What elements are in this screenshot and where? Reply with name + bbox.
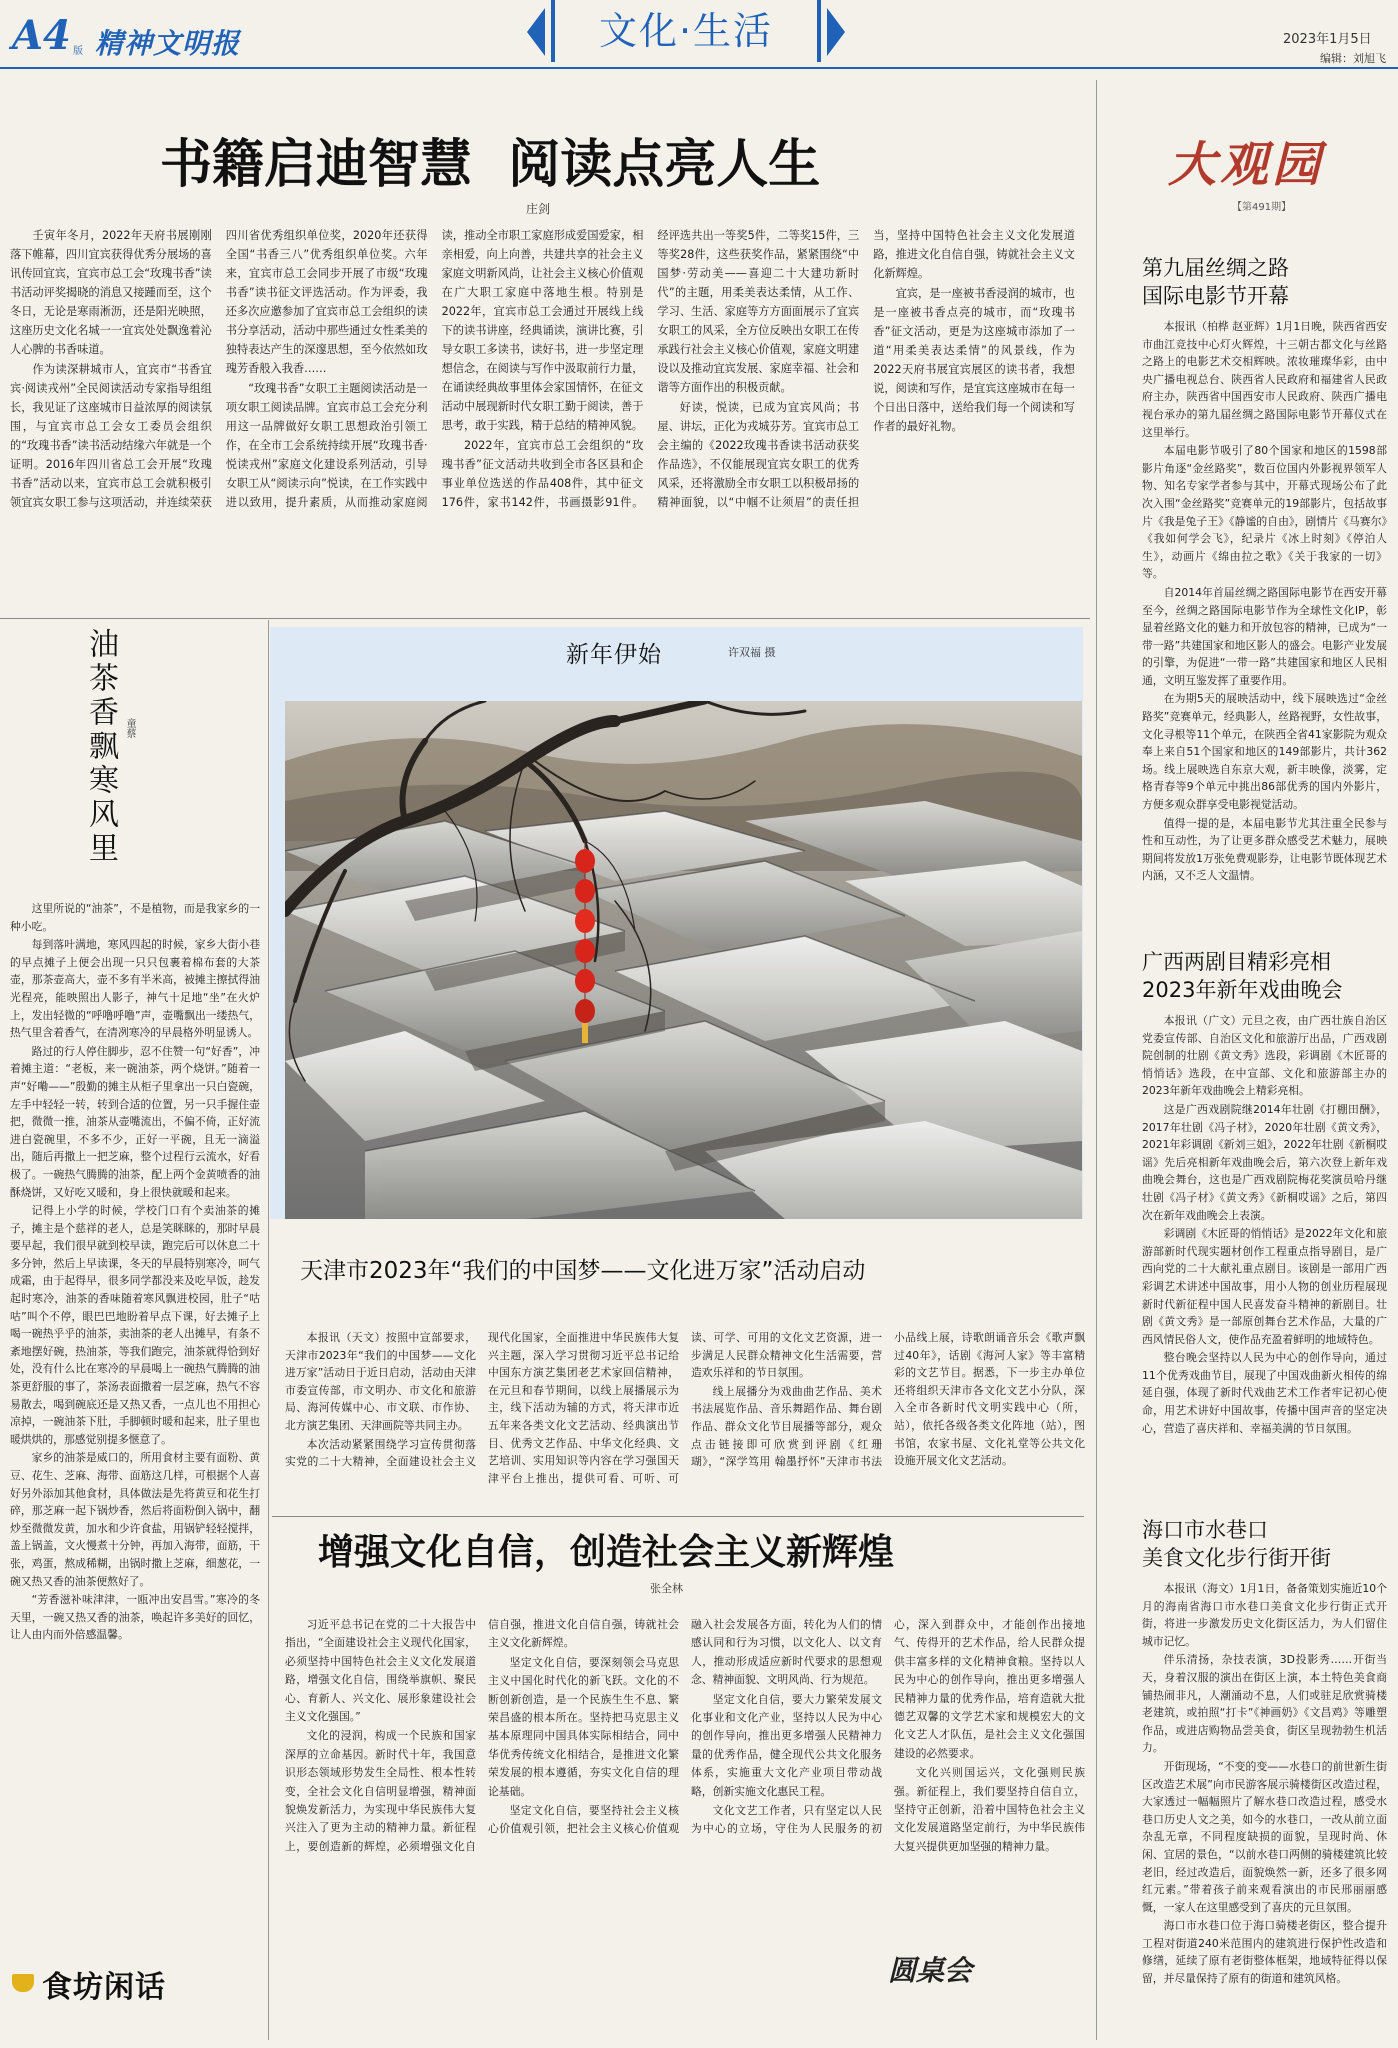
column-article-title-line: 美食文化步行街开街 (1142, 1546, 1331, 1570)
masthead (0, 0, 1398, 80)
column-article-title-line: 2023年新年戏曲晚会 (1142, 978, 1343, 1002)
side-essay-paragraph: 这里所说的“油茶”，不是植物，而是我家乡的一种小吃。 (10, 902, 260, 933)
column-paragraph: 海口市水巷口位于海口骑楼老街区，整合提升工程对街道240米范围内的建筑进行保护性改造和修缮，延续了原有老街整体框架，地域特征得以保留，并尽量保持了原有的街道和建筑风格。 (1142, 1919, 1387, 1986)
essay2-headline: 增强文化自信，创造社会主义新辉煌 (318, 1531, 895, 1573)
column-paragraph: 值得一提的是，本届电影节尤其注重全民参与性和互动性，为了让更多群众感受艺术魅力，展映期间将发放1万张免费观影券，让电影节既体现艺术内涵，又不乏人文温情。 (1142, 816, 1387, 883)
lead-body (10, 226, 1075, 611)
photo-title: 新年伊始 (566, 642, 662, 668)
lead-paragraph: 2022年，宜宾市总工会组织的“玫瑰书香”征文活动共收到全市各区县和企事业单位选送的作品408件，其中征文176件，家书142件，书画摄影91件。经评选共出一等奖5件，二等奖15件，三等奖28件，这些获奖作品，紧紧围绕“中国梦·劳动美——喜迎二十大建功新时代”的主题，用柔美表达柔情，从工作、学习、生活、家庭等方方面面展示了宜宾女职工的风采，全方位反映出女职工在传承践行社会主义核心价值观，家庭文明建设以及推动宜宾发展、家庭幸福、社会和谐等方面作出的积极贡献。 (441, 229, 860, 509)
column-article-title-line: 第九届丝绸之路 (1142, 256, 1289, 280)
paper-name: 精神文明报 (95, 27, 241, 60)
teacup-icon (12, 1974, 34, 1992)
side-essay-paragraph: 家乡的油茶是威口的，所用食材主要有面粉、黄豆、花生、芝麻、海带、面筋这几样，可根据个人喜好另外添加其他食材，具体做法是先将黄豆和花生打碎，那芝麻一起下锅炒香，然后将面粉倒入锅中，翻炒至微微发黄，加水和少许食盐，用锅铲轻轻搅拌，盖上锅盖，文火慢煮十分钟，再加入海带，面筋，干张，鸡蛋，熬成稀糊，出锅时撒上芝麻，细葱花，一碗又热又香的油茶便熬好了。 (10, 1451, 260, 1588)
column-logo (1140, 118, 1380, 216)
divider (1096, 80, 1097, 2040)
essay2-paragraph: 文化兴则国运兴，文化强则民族强。新征程上，我们要坚持自信自立，坚持守正创新，沿着中国特色社会主义文化发展道路坚定前行，为中华民族伟大复兴提供更加坚强的精神力量。 (894, 1766, 1085, 1853)
side-essay-author: 童蔡 (124, 718, 135, 738)
essay2-paragraph: 习近平总书记在党的二十大报告中指出，“全面建设社会主义现代化国家，必须坚持中国特色社会主义文化发展道路，增强文化自信，围绕举旗帜、聚民心、育新人、兴文化、展形象建设社会主义文化强国。” (285, 1618, 476, 1724)
column-article-1-title (1142, 254, 1382, 310)
side-essay-title (82, 628, 126, 866)
section-title: 文化·生活 (598, 9, 774, 53)
lead-headline: 书籍启迪智慧 阅读点亮人生 (160, 134, 821, 195)
tianjin-headline: 天津市2023年“我们的中国梦——文化进万家”活动启动 (300, 1258, 866, 1284)
page-number-suffix: 版 (73, 46, 83, 57)
lead-paragraph: 宜宾，是一座被书香浸润的城市，也是一座被书香点亮的城市，而“玫瑰书香”征文活动，更是为这座城市添加了一道“用柔美表达柔情”的风景线，作为2022天府书展宜宾展区的读书者，我想说，阅读和写作，是宜宾这座城市在每一个日出日落中，送给我们每一个阅读和写作者的最好礼物。 (873, 287, 1075, 433)
column-paragraph: 这是广西戏剧院继2014年壮剧《打棚田酬》，2017年壮剧《冯子材》，2020年壮剧《黄文秀》，2021年彩调剧《新刘三姐》，2022年壮剧《新桐哎谣》先后亮相新年戏曲晚会后，第六次登上新年戏曲晚会舞台，这也是广西戏剧院梅花奖演员哈丹继壮剧《冯子材》《黄文秀》《新桐哎谣》之后，第四次在新年戏曲晚会上表演。 (1142, 1102, 1387, 1222)
lead-paragraph: 壬寅年冬月，2022年天府书展刚刚落下帷幕，四川宜宾获得优秀分展场的喜讯传回宜宾，宜宾市总工会“玫瑰书香”读书活动评奖揭晓的消息又接踵而至，这个冬日，无论是寒雨淅沥，还是阳光映照，这座历史文化名城一一宜宾处处飘逸着沁人心脾的书香味道。 (10, 229, 212, 356)
essay2-paragraph: 坚定文化自信，要大力繁荣发展文化事业和文化产业，坚持以人民为中心的创作导向，推出更多增强人民精神力量的优秀作品，健全现代公共文化服务体系，实施重大文化产业项目带动战略，创新实施文化惠民工程。 (691, 1692, 882, 1798)
column-article-title-line: 广西两剧目精彩亮相 (1142, 950, 1331, 974)
side-essay-paragraph: “芳香滋补味津津，一瓯冲出安昌雪。”寒冷的冬天里，一碗又热又香的油茶，唤起许多美好的回忆，让人由内而外倍感温馨。 (10, 1593, 260, 1642)
masthead-rule (0, 67, 1398, 69)
side-essay-title-text: 油茶香飘寒风里 (83, 628, 118, 866)
column-paragraph: 在为期5天的展映活动中，线下展映选过“金丝路奖”竞赛单元，经典影人，丝路视野，女性故事，文化寻根等11个单元，在陕西全省41家影院为观众奉上来自51个国家和地区的149部影片，共计362场。线上展映选自东京大观，新丰映像，淡雾，定格青春等9个单元中挑出86部优秀的国内外影片，方便多观众群享受电影视觉活动。 (1142, 692, 1387, 812)
side-essay-body (10, 900, 260, 1945)
divider (0, 618, 1090, 619)
column-article-1-body (1142, 318, 1387, 923)
column-paragraph: 彩调剧《木匠哥的悄悄话》是2022年文化和旅游部新时代现实题材创作工程重点指导剧目，是广西向党的二十大献礼重点剧目。该剧是一部用广西彩调艺术讲述中国故事，用小人物的创业历程展现新时代新征程中国人民喜发奋斗精神的新剧目。壮剧《黄文秀》是一部原创舞台艺术作品，大量的广西风情民俗人文，使作品充盈着鲜明的地域特色。 (1142, 1227, 1387, 1346)
column-article-3-title (1142, 1516, 1382, 1572)
tianjin-paragraph: 本次活动紧紧围绕学习宣传贯彻落实党的二十大精神，全面建设社会主义现代化国家，全面推进中华民族伟大复兴主题，深入学习贯彻习近平总书记给中国东方演艺集团老艺术家回信精神，在元旦和春节期间，以线上展播展示为主，线下活动为辅的方式，将天津市近五年来各类文化文艺活动、经典演出节目、优秀文艺作品、中华文化经典、文艺培训、实用知识等内容在学习强国天津平台上推出，提供可看、可听、可读、可学、可用的文化文艺资源，进一步满足人民群众精神文化生活需要，营造欢乐祥和的节日氛围。 (285, 1331, 882, 1485)
food-column-label: 食坊闲话 (42, 1970, 166, 2005)
essay2-author: 张全林 (650, 1582, 683, 1595)
new-year-photo (285, 701, 1082, 1219)
editor-credit: 编辑：刘旭飞 (1320, 52, 1386, 65)
chevron-left-icon (527, 8, 545, 56)
food-column-footer (8, 1956, 263, 2004)
essay2-paragraph: 坚定文化自信，要坚持社会主义核心价值观引领，把社会主义核心价值观融入社会发展各方面，转化为人们的情感认同和行为习惯，以文化人、以文育人，推动形成适应新时代要求的思想观念、精神面貌、文明风尚、行为规范。 (488, 1618, 882, 1836)
issue-date: 2023年1月5日 (1283, 32, 1372, 47)
column-article-title-line: 国际电影节开幕 (1142, 284, 1289, 308)
side-essay-paragraph: 路过的行人停住脚步，忍不住赞一句“好香”，冲着摊主道：“老板，来一碗油茶，两个烧饼。”随着一声“好嘞——”殷勤的摊主从柜子里拿出一只白瓷碗，左手中轻轻一转，转到合适的位置，另一只手握住壶把，微微一推，油茶从壶嘴流出，不偏不倚，正好流进白瓷碗里，不多不少，正好一平碗，且无一滴溢出，随后再撒上一把芝麻，整个过程行云流水，好看极了。一碗热气腾腾的油茶，配上两个金黄喷香的油酥烧饼，又好吃又暖和，身上很快就暖和起来。 (10, 1044, 260, 1199)
column-article-2-title (1142, 948, 1382, 1004)
lead-author: 庄剑 (526, 202, 551, 216)
column-article-title-line: 海口市水巷口 (1142, 1518, 1268, 1542)
column-paragraph: 本届电影节吸引了80个国家和地区的1598部影片角逐“金丝路奖”，数百位国内外影视界领军人物、知名专家学者参与其中，开幕式现场公布了此次入围“金丝路奖”竞赛单元的19部影片，包括故事片《我是兔子王》《静谧的自由》，剧情片《马赛尔》《我如何学会飞》，纪录片《冰上时刻》《停泊人生》，动画片《绵由拉之歌》《关于我家的一切》等。 (1142, 444, 1387, 581)
roundtable-label: 圆桌会 (888, 1954, 973, 1987)
column-paragraph: 整台晚会坚持以人民为中心的创作导向，通过11个优秀戏曲节目，展现了中国戏曲新火相传的绵延自强，体现了新时代戏曲艺术工作者牢记初心使命，用艺术讲好中国故事，传播中国声音的坚定决心，营造了喜庆祥和、幸福美满的节日氛围。 (1142, 1351, 1387, 1435)
essay2-paragraph: 坚定文化自信，要深刻领会马克思主义中国化时代化的新飞跃。文化的不断创新创造，是一个民族生生不息、繁荣昌盛的根本所在。坚持把马克思主义基本原理同中国具体实际相结合，同中华优秀传统文化相结合，是推进文化繁荣发展的根本遵循，夯实文化自信的理论基础。 (488, 1655, 679, 1798)
column-paragraph: 自2014年首届丝绸之路国际电影节在西安开幕至今，丝绸之路国际电影节作为全球性文化IP，彰显着丝路文化的魅力和开放包容的精神，已成为“一带一路”共建国家和地区影人的盛会。电影产业发展的引擎，为促进“一带一路”共建国家和地区人民相通，文明互鉴发挥了重要作用。 (1142, 585, 1387, 687)
section-banner (527, 0, 845, 66)
tianjin-paragraph: 线上展播分为戏曲曲艺作品、美术书法展览作品、音乐舞蹈作品、舞台剧作品、群众文化节目展播等部分，观众点击链接即可欣赏到评剧《红珊瑚》，“深学笃用 翰墨抒怀”天津市书法小品线上展，诗歌朗诵音乐会《歌声飘过40年》，话剧《海河人家》等丰富精彩的文艺节目。据悉，下一步主办单位还将组织天津市各文化文艺小分队，深入全市各新时代文明实践中心（所，站），依托各级各类文化阵地（站），图书馆，农家书屋、文化礼堂等公共文化设施开展文化文艺活动。 (691, 1331, 1085, 1469)
column-paragraph: 本报讯（柏桦 赵亚辉）1月1日晚，陕西省西安市曲江竞技中心灯火辉煌，十三朝古都文化与丝路之路上的电影艺术交相辉映。浓妆璀璨华彩，由中央广播电视总台、陕西省人民政府和福建省人民政府主办，陕西省中国西安市人民政府、陕西广播电视台承办的第九届丝绸之路国际电影节开幕仪式在这里举行。 (1142, 320, 1387, 439)
tianjin-paragraph: 本报讯（天文）按照中宣部要求，天津市2023年“我们的中国梦——文化进万家”活动日于近日启动，活动由天津市委宣传部，市文明办、市文化和旅游局、海河传媒中心、市文联、市作协、北方演艺集团、天津画院等共同主办。 (285, 1331, 476, 1432)
side-essay-paragraph: 记得上小学的时候，学校门口有个卖油茶的摊子，摊主是个慈祥的老人，总是笑眯眯的，那时早晨要早起，我们很早就到校早读，跑完后可以休息二十多分钟，然后上早读课，冬天的早晨特别寒冷，呵气成霜，由于起得早，很多同学都没来及吃早饭，趁发起时寒冷，油茶的香味随着寒风飘进校园，肚子“咕咕”叫个不停，眼巴巴地盼着早点下课，好去摊子上喝一碗热乎乎的油茶，卖油茶的老人出摊早，有条不紊地摆好碗，热油茶，等我们跑完，油茶就得恰到好处，没有什么比在寒冷的早晨喝上一碗热气腾腾的油茶更舒服的事了，茶汤表面撒着一层芝麻，热气不容易散去，喝到碗底还是又热又香，一点儿也不用担心凉掉，一碗油茶下肚，手脚顿时暖和起来，肚子里也暖烘烘的，那感觉别提多惬意了。 (10, 1204, 260, 1446)
page-number: A4 (12, 12, 71, 59)
column-article-3-body (1142, 1580, 1387, 2035)
essay2-paragraph: 文化文艺工作者，只有坚定以人民为中心的立场，守住为人民服务的初心，深入到群众中，才能创作出接地气、传得开的艺术作品，给人民群众提供丰富多样的文化精神食粮。坚持以人民为中心的创作导向，推出更多增强人民精神力量的优秀作品，培育造就大批德艺双馨的文学艺术家和规模宏大的文化文艺人才队伍，是社会主义文化强国建设的必然要求。 (691, 1618, 1085, 1836)
tianjin-body (285, 1329, 1085, 1507)
lead-paragraph: “玫瑰书香”女职工主题阅读活动是一项女职工阅读品牌。宜宾市总工会充分利用这一品牌做好女职工思想政治引领工作，在全市工会系统持续开展“玫瑰书香·悦读戎州”家庭文化建设系列活动，引导女职工从“阅读示向”悦读，在工作实践中进以致用，提升素质，从而推动家庭阅读，推动全市职工家庭形成爱国爱家，相亲相爱，向上向善，共建共享的社会主义家庭文明新风尚，让社会主义核心价值观在广大职工家庭中落地生根。特别是2022年，宜宾市总工会通过开展线上线下的读书讲座，经典诵读，演讲比赛，引导女职工多读书，读好书，进一步坚定理想信念，在阅读与写作中汲取前行力量，在诵读经典故事里体会家国情怀，在征文活动中展现新时代女职工勤于阅读，善于思考，敢于实践，精于总结的精神风貌。 (225, 229, 644, 509)
photo-credit: 许双福 摄 (728, 646, 776, 659)
divider (272, 1516, 1084, 1517)
side-essay-paragraph: 每到落叶满地，寒风四起的时候，家乡大街小巷的早点摊子上便会出现一只只包裹着棉布套的大茶壶，那茶壶高大，壶不多有半米高，被摊主擦拭得油光程亮，能映照出人影子，神气十足地“坐”在火炉上，发出轻微的“呼噜呼噜”声，壶嘴飘出一缕热气，热气里含着香气，在清冽寒冷的早晨格外明显诱人。 (10, 938, 260, 1040)
column-issue: 【第491期】 (1232, 202, 1292, 213)
roundtable-badge (880, 1935, 1000, 2005)
column-logo-text: 大观园 (1168, 137, 1325, 193)
column-paragraph: 本报讯（海文）1月1日，备备策划实施近10个月的海南省海口市水巷口美食文化步行街正式开街，将进一步激发历史文化街区活力，为人们留住城市记忆。 (1142, 1582, 1387, 1648)
essay2-paragraph: 文化的浸润，构成一个民族和国家深厚的立命基因。新时代十年，我国意识形态领域形势发生全局性、根本性转变，全社会文化自信明显增强，精神面貌焕发新活力，为实现中华民族伟大复兴注入了更为主动的精神力量。新征程上，要创造新的辉煌，必须增强文化自信自强，推进文化自信自强，铸就社会主义文化新辉煌。 (285, 1618, 679, 1853)
column-paragraph: 本报讯（广文）元旦之夜，由广西壮族自治区党委宣传部、自治区文化和旅游厅出品，广西戏剧院创制的壮剧《黄文秀》选段，彩调剧《木匠哥的悄悄话》选段，在中宣部、文化和旅游部主办的2023年新年戏曲晚会上精彩亮相。 (1142, 1014, 1387, 1098)
divider (268, 620, 269, 2040)
column-article-2-body (1142, 1012, 1387, 1492)
column-paragraph: 伴乐清扬，杂技表演，3D投影秀……开街当天，身着汉服的演出在街区上演，本土特色美食商铺热闹非凡，人潮涌动不息，人们或驻足欣赏骑楼老建筑，或拍照“打卡”《神画奶》《文昌鸡》等雕塑作品，或进店购物品尝美食，街区呈现勃勃生机活力。 (1142, 1653, 1387, 1755)
chevron-right-icon (827, 8, 845, 56)
lead-paragraph: 作为读深耕城市人，宜宾市“书香宜宾·阅读戎州”全民阅读活动专家指导组组长，我见证了这座城市日益浓厚的阅读氛围，与宜宾市总工会女工委员会组织的“玫瑰书香”读书活动结缘六年就是一个证明。2016年四川省总工会开展“玫瑰书香”活动以来，宜宾市总工会就积极引领宜宾女职工参与这项活动，并连续荣获四川省优秀组织单位奖，2020年还获得全国“书香三八”优秀组织单位奖。六年来，宜宾市总工会同步开展了市级“玫瑰书香”读书征文评选活动。作为评委，我还多次应邀参加了宜宾市总工会组织的读书分享活动，活动中那些通过女性柔美的独特表达产生的深邃思想，至今依然如玫瑰芳香般入我香…… (10, 229, 428, 509)
lead-paragraph: 好读，悦读，已成为宜宾风尚；书屋、讲坛，正化为戎城芬芳。宜宾市总工会主编的《2022玫瑰书香读书活动获奖作品选》，不仅能展现宜宾女职工的优秀风采，还将激励全市女职工以积极昂扬的精神面貌，以“中帼不让须眉”的责任担当，坚持中国特色社会主义文化发展道路，推进文化自信自强，铸就社会主义文化新辉煌。 (657, 229, 1075, 509)
column-paragraph: 开街现场，“不变的变——水巷口的前世新生街区改造艺术展”向市民游客展示骑楼街区改造过程，大家透过一幅幅照片了解水巷口改造过程，感受水巷口历史人文之美，如今的水巷口，一改从前立面杂乱无章，不同程度缺损的面貌，呈现时尚、休闲、宜居的景色，“以前水巷口两侧的骑楼建筑比较老旧，经过改造后，面貌焕然一新，还多了很多网红元素。”带着孩子前来观看演出的市民邢丽丽感慨，一家人在这里感受到了喜庆的元旦氛围。 (1142, 1759, 1387, 1914)
